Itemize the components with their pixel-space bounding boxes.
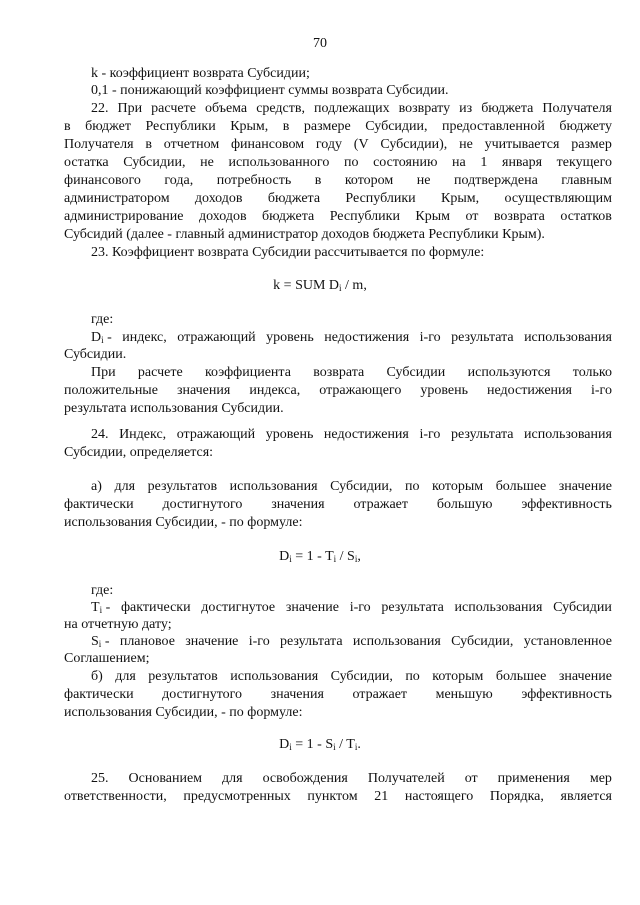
word: достигнутого — [162, 497, 243, 512]
word: отражает — [352, 687, 408, 702]
word: котором — [344, 173, 394, 188]
word: является — [560, 789, 612, 804]
paragraph-22-line — [91, 101, 612, 117]
word: от — [465, 209, 479, 224]
word: из — [459, 101, 473, 116]
word: на — [452, 155, 466, 170]
word: настоящего — [404, 789, 474, 804]
word: недостижения — [324, 330, 410, 345]
paragraph-22-line — [64, 119, 612, 135]
word: использования — [229, 479, 318, 494]
word: Республики — [329, 209, 400, 224]
paragraph-22-line — [64, 173, 612, 189]
ti-definition-line: $T_i$ - фактически достигнутое значение i-го результата использования Субсидии — [91, 600, 612, 615]
word: использования — [524, 427, 612, 442]
word: результатов — [147, 479, 218, 494]
word: отражающий — [177, 330, 256, 345]
word: по — [404, 479, 420, 494]
word: 25. — [91, 771, 109, 786]
word: использования — [230, 669, 319, 684]
word: Получателей — [367, 771, 445, 786]
word: не — [200, 155, 214, 170]
where-label: где: — [91, 583, 114, 598]
word: индекс, — [122, 330, 167, 345]
word: остатка — [64, 155, 109, 170]
word: которым — [432, 479, 484, 494]
note-line — [91, 365, 612, 381]
word: Индекс, — [119, 427, 167, 442]
si-definition-line: $S_i$ - плановое значение i-го результата использования Субсидии, установленное — [91, 634, 612, 649]
word: уровень — [265, 427, 314, 442]
word: фактически — [120, 600, 191, 615]
word: Крым, — [230, 119, 269, 134]
word: результатов — [148, 669, 218, 684]
paragraph-24-line: Субсидии, определяется: — [64, 445, 214, 460]
word: При — [91, 365, 116, 380]
word: Субсидии, — [365, 119, 428, 134]
word: значение — [285, 600, 339, 615]
word: Республики — [145, 119, 216, 134]
word: по — [343, 155, 359, 170]
word: эффективность — [521, 497, 612, 512]
word: возврата — [313, 365, 365, 380]
word: бюджету — [559, 119, 612, 134]
word: отражает — [353, 497, 409, 512]
word: текущего — [556, 155, 612, 170]
word: в — [314, 173, 322, 188]
word: Получателя — [542, 101, 612, 116]
paragraph-22-line — [64, 209, 612, 225]
word: i-го — [591, 383, 612, 398]
word: Основанием — [128, 771, 203, 786]
page-number: 70 — [313, 36, 327, 51]
word: в — [145, 137, 152, 152]
word: значения — [271, 497, 325, 512]
word: положительные — [64, 383, 158, 398]
word: в — [64, 119, 71, 134]
word: коэффициента — [204, 365, 291, 380]
word: администратором — [64, 191, 170, 206]
word: Субсидии, — [330, 669, 393, 684]
word: 1 — [480, 155, 488, 170]
word: Субсидии — [553, 600, 612, 615]
word: доходов — [198, 209, 247, 224]
item-a-line — [91, 479, 612, 495]
word: отражающего — [319, 383, 402, 398]
word: средств, — [256, 101, 305, 116]
word: главным — [561, 173, 612, 188]
word: результата — [280, 634, 343, 649]
paragraph-25-line — [91, 771, 612, 787]
word: предусмотренных — [183, 789, 291, 804]
word: Порядка, — [489, 789, 544, 804]
text-line: k - коэффициент возврата Субсидии; — [91, 66, 310, 81]
text-line: 0,1 - понижающий коэффициент суммы возврата Субсидии. — [91, 83, 449, 98]
word: учитывается — [484, 137, 560, 152]
word: значение — [558, 669, 612, 684]
word: подлежащих — [314, 101, 390, 116]
word: использованного — [228, 155, 330, 170]
word: отчетном — [163, 137, 220, 152]
word: эффективность — [521, 687, 612, 702]
word: потребность — [216, 173, 292, 188]
word: недостижения — [487, 383, 572, 398]
ti-definition-line: на отчетную дату; — [64, 617, 172, 632]
word: администрирование — [64, 209, 184, 224]
word: отражающий — [176, 427, 256, 442]
word: размер — [571, 137, 612, 152]
word: от — [464, 771, 478, 786]
note-line — [64, 383, 612, 399]
word: расчете — [151, 101, 196, 116]
word: результата — [381, 600, 444, 615]
word: индекса, — [249, 383, 301, 398]
word: Получателя — [64, 137, 134, 152]
word: использования — [454, 600, 543, 615]
word: только — [572, 365, 612, 380]
word: значения — [270, 687, 324, 702]
word: объема — [204, 101, 248, 116]
word: достигнутое — [201, 600, 276, 615]
word: возврату — [398, 101, 451, 116]
word: не — [459, 137, 473, 152]
word: i-го — [248, 634, 270, 649]
word: большее — [495, 669, 547, 684]
word: возврата — [493, 209, 545, 224]
word: плановое — [119, 634, 175, 649]
word: в — [282, 119, 290, 134]
word: года, — [164, 173, 194, 188]
word: освобождения — [262, 771, 348, 786]
word: применения — [497, 771, 570, 786]
word: используются — [467, 365, 551, 380]
word: Субсидии), — [380, 137, 448, 152]
word: мер — [589, 771, 612, 786]
word: i-го — [419, 427, 441, 442]
formula-di-b: $D_i = 1 - S_i / T_i$. — [279, 737, 361, 752]
word: ответственности, — [64, 789, 167, 804]
word: по — [405, 669, 420, 684]
word: размере — [303, 119, 351, 134]
word: состоянию — [373, 155, 438, 170]
item-a-line — [64, 497, 612, 513]
paragraph-24-line — [91, 427, 612, 443]
word: недостижения — [323, 427, 409, 442]
word: Крым — [415, 209, 451, 224]
paragraph-25-line — [64, 789, 612, 805]
word: году — [315, 137, 342, 152]
where-label: где: — [91, 312, 114, 327]
word: значения — [176, 383, 231, 398]
paragraph-22-line — [64, 155, 612, 171]
word: Субсидии — [386, 365, 446, 380]
word: доходов — [194, 191, 243, 206]
word: При — [117, 101, 143, 116]
item-b-line: использования Субсидии, - по формуле: — [64, 705, 303, 720]
formula-k: k = SUM $D_i$ / m, — [273, 278, 367, 293]
word: Республики — [345, 191, 416, 206]
paragraph-22-line — [64, 191, 612, 207]
paragraph-22-line — [64, 137, 612, 153]
item-b-line — [64, 687, 612, 703]
word: финансового — [64, 173, 141, 188]
item-a-line: использования Субсидии, - по формуле: — [64, 515, 303, 530]
word: бюджета — [267, 191, 321, 206]
word: Субсидии, — [451, 634, 514, 649]
word: i-го — [419, 330, 441, 345]
word: 21 — [374, 789, 389, 804]
formula-di-a: $D_i = 1 - T_i / S_i$, — [279, 549, 361, 564]
word: уровень — [420, 383, 468, 398]
di-definition-line: Субсидии. — [64, 347, 127, 362]
word: меньшую — [435, 687, 493, 702]
word: для — [114, 479, 136, 494]
word: а) — [91, 479, 102, 494]
word: Субсидии, — [123, 155, 186, 170]
word: не — [416, 173, 431, 188]
word: Крым, — [441, 191, 480, 206]
note-line: результата использования Субсидии. — [64, 401, 284, 416]
word: б) — [91, 669, 103, 684]
word: i-го — [349, 600, 371, 615]
word: бюджета — [481, 101, 534, 116]
word: результата — [451, 330, 514, 345]
word: подтверждена — [454, 173, 538, 188]
word: бюджета — [262, 209, 315, 224]
word: фактически — [64, 497, 134, 512]
word: значение — [185, 634, 239, 649]
paragraph-22-line: Субсидий (далее - главный администратор доходов бюджета Республики Крым). — [64, 227, 545, 242]
di-definition-line: $D_i$ - индекс, отражающий уровень недостижения i-го результата использования — [91, 330, 612, 345]
word: использования — [352, 634, 441, 649]
word: финансовом — [230, 137, 305, 152]
word: уровень — [266, 330, 314, 345]
word: остатков — [560, 209, 612, 224]
word: 22. — [91, 101, 109, 116]
paragraph-23: 23. Коэффициент возврата Субсидии рассчитывается по формуле: — [91, 245, 485, 260]
word: большую — [436, 497, 493, 512]
word: установленное — [523, 634, 612, 649]
word: большее — [495, 479, 547, 494]
word: которым — [432, 669, 484, 684]
word: предоставленной — [442, 119, 545, 134]
word: достигнутого — [162, 687, 243, 702]
word: бюджет — [85, 119, 131, 134]
word: (V — [353, 137, 369, 152]
item-b-line — [91, 669, 612, 685]
word: Субсидии, — [330, 479, 393, 494]
word: 24. — [91, 427, 109, 442]
word: фактически — [64, 687, 134, 702]
word: осуществляющим — [504, 191, 612, 206]
word: пунктом — [307, 789, 358, 804]
word: расчете — [137, 365, 183, 380]
word: для — [115, 669, 136, 684]
word: января — [502, 155, 543, 170]
word: результата — [450, 427, 514, 442]
word: для — [222, 771, 243, 786]
si-definition-line: Соглашением; — [64, 651, 150, 666]
word: использования — [524, 330, 612, 345]
word: значение — [558, 479, 612, 494]
